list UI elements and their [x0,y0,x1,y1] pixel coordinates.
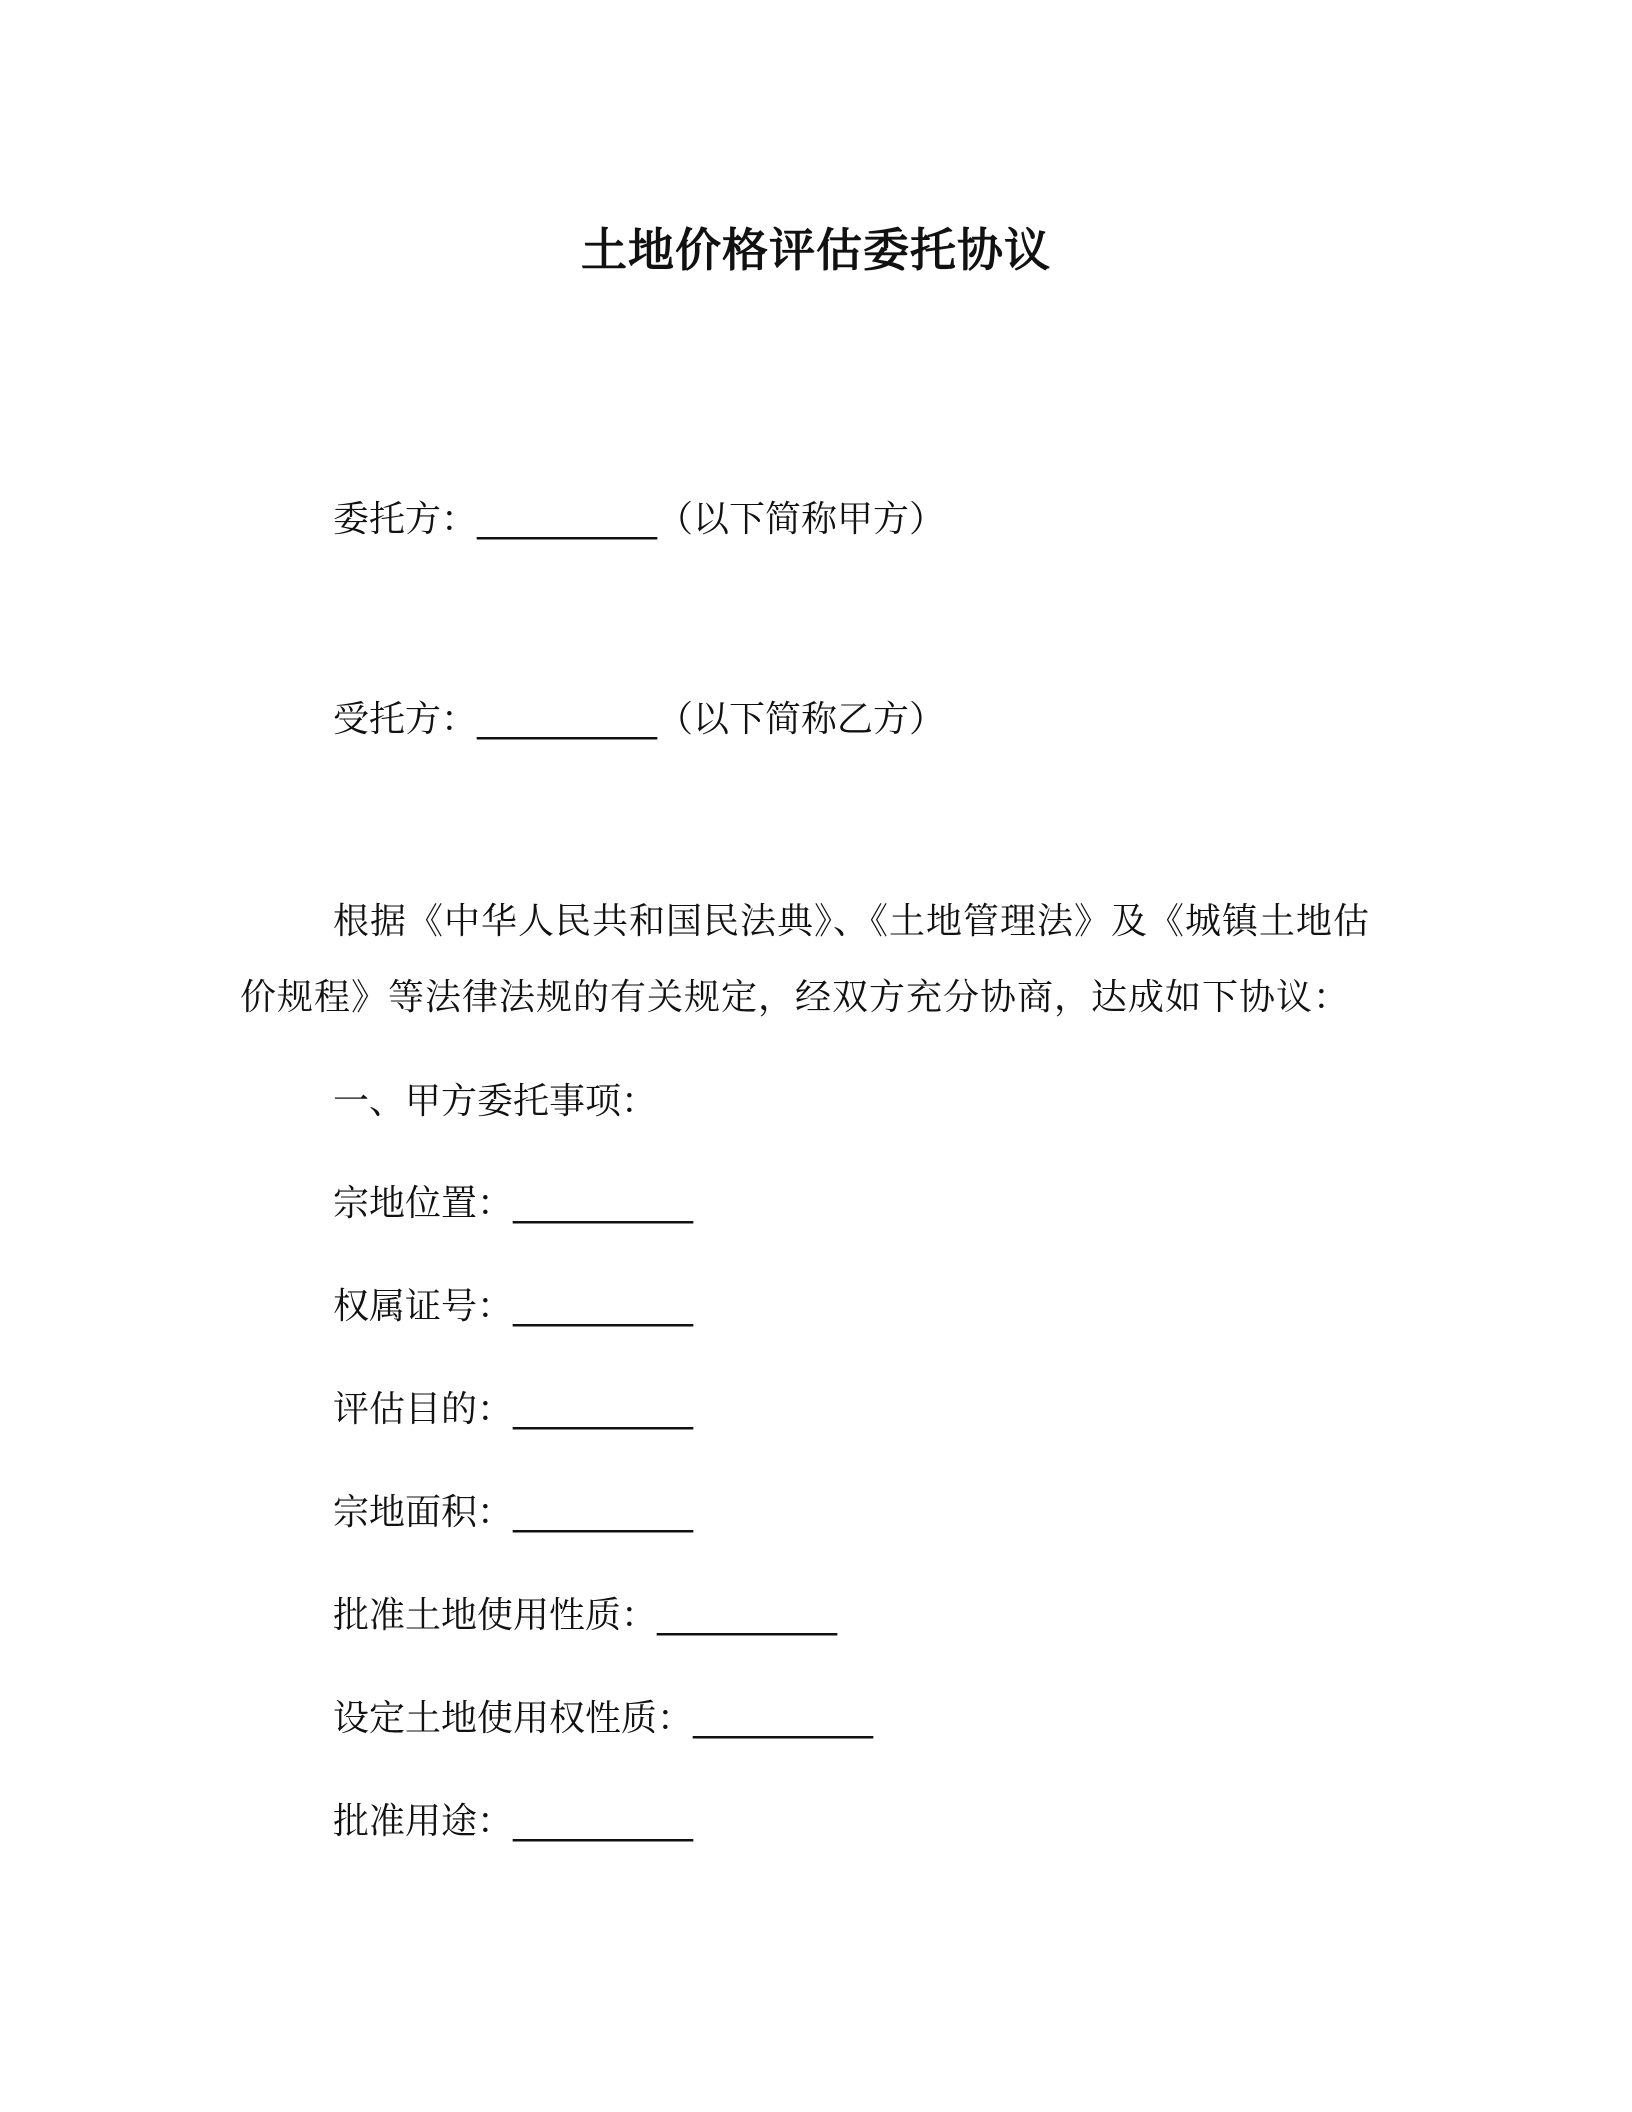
field-land-area: 宗地面积：__________ [333,1492,694,1533]
field-land-location: 宗地位置：__________ [333,1183,694,1224]
section-1-heading: 一、甲方委托事项： [333,1081,658,1122]
party-entrusted: 受托方：__________（以下简称乙方） [333,699,946,740]
field-approved-purpose: 批准用途：__________ [333,1801,694,1842]
party-entrusting: 委托方：__________（以下简称甲方） [333,499,946,540]
field-approved-land-use-nature: 批准土地使用性质：__________ [333,1595,838,1636]
field-valuation-purpose: 评估目的：__________ [333,1389,694,1430]
preamble-paragraph: 根据《中华人民共和国民法典》、《土地管理法》及《城镇土地估价规程》等法律法规的有关规定，经双方充分协商，达成如下协议： [240,901,1371,1018]
field-set-land-use-right-nature: 设定土地使用权性质：__________ [333,1698,874,1739]
field-ownership-certificate: 权属证号：__________ [333,1286,694,1327]
document-title: 土地价格评估委托协议 [581,223,1051,277]
